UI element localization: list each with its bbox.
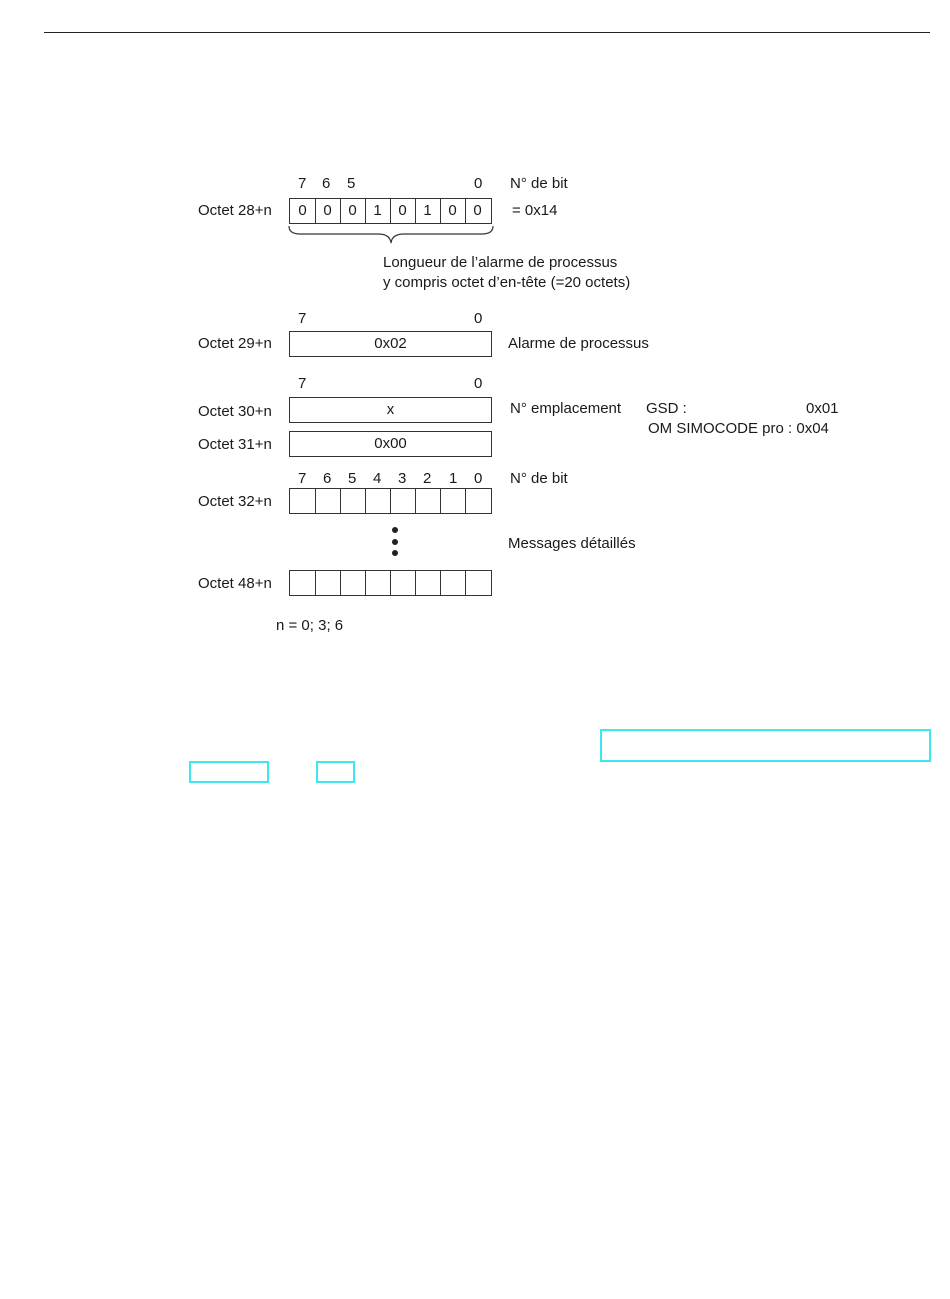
gsd-label: GSD : xyxy=(646,400,687,417)
octet-32-bit-label: N° de bit xyxy=(510,470,568,487)
detailed-messages-label: Messages détaillés xyxy=(508,535,636,552)
octet-28-bit-6-value: 0 xyxy=(323,202,332,219)
octet-28-bit-1-value: 0 xyxy=(448,202,457,219)
om-simocode-label: OM SIMOCODE pro : 0x04 xyxy=(648,420,829,437)
octet-30-range-high: 7 xyxy=(298,375,307,392)
gsd-value: 0x01 xyxy=(806,400,839,417)
bit-number-6: 6 xyxy=(322,175,331,192)
octet-32-bit-4: 4 xyxy=(373,470,382,487)
octet-32-bit-3: 3 xyxy=(398,470,407,487)
top-rule xyxy=(44,32,930,33)
bit-number-0: 0 xyxy=(474,175,483,192)
highlight-link-box-3[interactable] xyxy=(316,761,355,783)
octet-32-bit-5: 5 xyxy=(348,470,357,487)
octet-48-label: Octet 48+n xyxy=(198,575,272,592)
brace-icon xyxy=(286,224,496,246)
octet-28-bit-field xyxy=(289,198,492,224)
highlight-link-box-2[interactable] xyxy=(189,761,269,783)
octet-29-value: 0x02 xyxy=(374,335,407,352)
octet-30-description: N° emplacement xyxy=(510,400,622,417)
ellipsis-dot-2 xyxy=(392,539,398,545)
octet-28-label: Octet 28+n xyxy=(198,202,272,219)
octet-32-bit-field xyxy=(289,488,492,514)
octet-29-range-low: 0 xyxy=(474,310,483,327)
octet-32-bit-0: 0 xyxy=(474,470,483,487)
octet-31-label: Octet 31+n xyxy=(198,436,272,453)
n-values-note: n = 0; 3; 6 xyxy=(276,617,344,634)
octet-30-range-low: 0 xyxy=(474,375,483,392)
octet-29-range-high: 7 xyxy=(298,310,307,327)
octet-48-bit-field xyxy=(289,570,492,596)
octet-30-value: x xyxy=(386,401,395,418)
bit-number-7: 7 xyxy=(298,175,307,192)
brace-caption-line-1: Longueur de l’alarme de processus xyxy=(383,254,618,271)
octet-28-bit-2-value: 1 xyxy=(423,202,432,219)
octet-29-description: Alarme de processus xyxy=(508,335,649,352)
bit-number-5: 5 xyxy=(347,175,356,192)
octet-28-bit-5-value: 0 xyxy=(348,202,357,219)
octet-28-bit-3-value: 0 xyxy=(398,202,407,219)
octet-32-label: Octet 32+n xyxy=(198,493,272,510)
octet-28-bit-0-value: 0 xyxy=(473,202,482,219)
octet-29-label: Octet 29+n xyxy=(198,335,272,352)
octet-32-bit-1: 1 xyxy=(449,470,458,487)
highlight-link-box-1[interactable] xyxy=(600,729,931,762)
ellipsis-dot-3 xyxy=(392,550,398,556)
octet-31-field xyxy=(289,431,492,457)
brace-caption-line-2: y compris octet d’en-tête (=20 octets) xyxy=(383,274,631,291)
octet-30-label: Octet 30+n xyxy=(198,403,272,420)
octet-32-bit-2: 2 xyxy=(423,470,432,487)
ellipsis-dot-1 xyxy=(392,527,398,533)
octet-28-hex-value: = 0x14 xyxy=(512,202,558,219)
octet-28-bit-4-value: 1 xyxy=(373,202,382,219)
octet-30-field xyxy=(289,397,492,423)
octet-32-bit-7: 7 xyxy=(298,470,307,487)
octet-31-value: 0x00 xyxy=(374,435,407,452)
octet-32-bit-6: 6 xyxy=(323,470,332,487)
bit-number-label: N° de bit xyxy=(510,175,568,192)
octet-28-bit-7-value: 0 xyxy=(298,202,307,219)
octet-29-field xyxy=(289,331,492,357)
